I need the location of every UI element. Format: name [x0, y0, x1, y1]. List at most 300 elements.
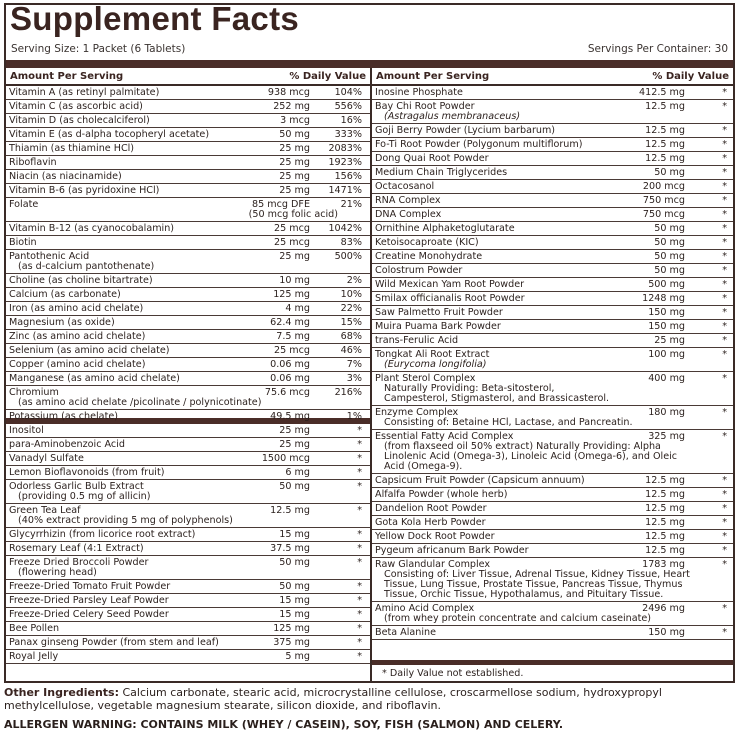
nutrient-row — [6, 156, 370, 170]
nutrient-amount: 50 mg — [279, 481, 310, 492]
nutrient-row — [6, 410, 370, 424]
nutrient-amount: 50 mg — [279, 581, 310, 592]
nutrient-name: Thiamin (as thiamine HCl) — [9, 143, 135, 154]
nutrient-subtext: (Eurycoma longifolia) — [384, 359, 487, 370]
nutrient-daily-value: * — [722, 517, 727, 528]
nutrient-daily-value: * — [722, 349, 727, 360]
nutrient-amount: 50 mg — [654, 251, 685, 262]
nutrient-row — [372, 626, 733, 640]
nutrient-row — [6, 128, 370, 142]
nutrient-name: Vitamin E (as d-alpha tocopheryl acetate) — [9, 129, 210, 140]
nutrient-name: Wild Mexican Yam Root Powder — [375, 279, 525, 290]
nutrient-daily-value: 15% — [340, 317, 362, 328]
nutrient-subtext: (flowering head) — [18, 567, 97, 578]
nutrient-amount: 938 mcg — [267, 87, 310, 98]
nutrient-name: Enzyme Complex — [375, 407, 459, 418]
nutrient-row — [372, 558, 733, 602]
nutrient-daily-value: * — [357, 595, 362, 606]
nutrient-name: Vitamin D (as cholecalciferol) — [9, 115, 150, 126]
nutrient-name: Panax ginseng Powder (from stem and leaf) — [9, 637, 219, 648]
nutrient-daily-value: 83% — [340, 237, 362, 248]
nutrient-row — [372, 430, 733, 474]
nutrient-subtext: (as amino acid chelate /picolinate / polynicotinate) — [18, 397, 262, 408]
nutrient-amount: 325 mg — [648, 431, 685, 442]
nutrient-name: Pantothenic Acid — [9, 251, 90, 262]
other-ingredients-label: Other Ingredients: — [4, 686, 119, 699]
nutrient-daily-value: 1042% — [328, 223, 362, 234]
nutrient-daily-value: * — [357, 505, 362, 516]
nutrient-row — [6, 650, 370, 664]
nutrient-row — [6, 316, 370, 330]
nutrient-daily-value: * — [357, 439, 362, 450]
nutrient-name: Gota Kola Herb Powder — [375, 517, 486, 528]
nutrient-row — [372, 208, 733, 222]
nutrient-amount: 25 mg — [279, 425, 310, 436]
other-ingredients — [4, 686, 736, 712]
nutrient-name: para-Aminobenzoic Acid — [9, 439, 125, 450]
nutrient-row — [372, 544, 733, 558]
nutrient-amount: 150 mg — [648, 627, 685, 638]
nutrient-daily-value: * — [722, 293, 727, 304]
nutrient-name: Freeze Dried Broccoli Powder — [9, 557, 149, 568]
nutrient-name: Fo-Ti Root Powder (Polygonum multiflorum) — [375, 139, 583, 150]
nutrient-amount: 50 mg — [279, 129, 310, 140]
nutrient-name: Vitamin A (as retinyl palmitate) — [9, 87, 160, 98]
nutrient-daily-value: 10% — [340, 289, 362, 300]
amount-per-serving-heading: Amount Per Serving — [10, 71, 124, 82]
nutrient-row — [6, 170, 370, 184]
nutrient-name: Capsicum Fruit Powder (Capsicum annuum) — [375, 475, 585, 486]
nutrient-amount: 2496 mg — [642, 603, 685, 614]
daily-value-heading: % Daily Value — [652, 71, 729, 82]
nutrient-name: Rosemary Leaf (4:1 Extract) — [9, 543, 144, 554]
nutrient-daily-value: * — [722, 167, 727, 178]
nutrient-subtext: Consisting of: Betaine HCl, Lactase, and Pancreatin. — [384, 417, 633, 428]
nutrient-name: Royal Jelly — [9, 651, 59, 662]
allergen-warning: ALLERGEN WARNING: CONTAINS MILK (WHEY / CASEIN), SOY, FISH (SALMON) AND CELERY. — [4, 718, 564, 731]
nutrient-row — [6, 504, 370, 528]
nutrient-name: Plant Sterol Complex — [375, 373, 476, 384]
nutrient-row — [372, 138, 733, 152]
nutrient-amount: 50 mg — [654, 167, 685, 178]
nutrient-amount: 75.6 mcg — [264, 387, 310, 398]
nutrient-amount: 25 mg — [279, 439, 310, 450]
nutrient-amount: 4 mg — [285, 303, 310, 314]
nutrient-daily-value: * — [722, 545, 727, 556]
nutrient-amount: 6 mg — [285, 467, 310, 478]
nutrient-name: Dandelion Root Powder — [375, 503, 487, 514]
nutrient-daily-value: * — [722, 139, 727, 150]
nutrient-daily-value: 16% — [340, 115, 362, 126]
nutrient-name: Octacosanol — [375, 181, 435, 192]
nutrient-amount: 252 mg — [273, 101, 310, 112]
nutrient-amount: 7.5 mg — [276, 331, 310, 342]
nutrient-daily-value: 2% — [346, 275, 362, 286]
nutrient-daily-value: * — [722, 209, 727, 220]
nutrient-daily-value: 46% — [340, 345, 362, 356]
nutrient-amount: 25 mg — [279, 185, 310, 196]
daily-value-heading: % Daily Value — [289, 71, 366, 82]
nutrient-amount: 500 mg — [648, 279, 685, 290]
nutrient-row — [6, 608, 370, 622]
nutrient-daily-value: 333% — [334, 129, 362, 140]
nutrient-name: Niacin (as niacinamide) — [9, 171, 122, 182]
nutrient-subtext: Consisting of: Liver Tissue, Adrenal Tissue, Kidney Tissue, Heart — [384, 569, 690, 580]
nutrient-row — [6, 302, 370, 316]
nutrient-row — [372, 334, 733, 348]
nutrient-amount: 200 mcg — [642, 181, 685, 192]
nutrient-row — [372, 502, 733, 516]
nutrient-amount: 50 mg — [654, 237, 685, 248]
nutrient-row — [6, 142, 370, 156]
nutrient-row — [372, 372, 733, 406]
nutrient-amount: 15 mg — [279, 529, 310, 540]
nutrient-row — [372, 152, 733, 166]
nutrient-daily-value: * — [722, 431, 727, 442]
nutrient-amount: 37.5 mg — [270, 543, 310, 554]
nutrient-daily-value: * — [722, 125, 727, 136]
nutrient-name: Odorless Garlic Bulb Extract — [9, 481, 144, 492]
nutrient-row — [6, 222, 370, 236]
nutrient-amount: 125 mg — [273, 289, 310, 300]
footnote-divider-bar — [372, 660, 733, 665]
nutrient-amount: 62.4 mg — [270, 317, 310, 328]
nutrient-daily-value: * — [722, 407, 727, 418]
nutrient-amount: 85 mcg DFE — [252, 199, 310, 210]
nutrient-amount: 25 mg — [279, 157, 310, 168]
nutrient-subtext: (50 mcg folic acid) — [248, 209, 338, 220]
nutrient-name: Lemon Bioflavonoids (from fruit) — [9, 467, 165, 478]
nutrient-row — [6, 580, 370, 594]
nutrient-row — [372, 264, 733, 278]
nutrient-name: Colostrum Powder — [375, 265, 463, 276]
nutrient-name: Biotin — [9, 237, 37, 248]
nutrient-row — [6, 184, 370, 198]
nutrient-amount: 412.5 mg — [639, 87, 685, 98]
nutrient-name: Zinc (as amino acid chelate) — [9, 331, 146, 342]
nutrient-subtext: Campesterol, Stigmasterol, and Brassicasterol. — [384, 393, 610, 404]
nutrient-row — [6, 358, 370, 372]
nutrient-amount: 25 mcg — [274, 237, 310, 248]
nutrient-daily-value: * — [722, 503, 727, 514]
nutrient-name: Potassium (as chelate) — [9, 411, 118, 422]
nutrient-amount: 12.5 mg — [645, 139, 685, 150]
nutrient-daily-value: * — [357, 557, 362, 568]
nutrient-amount: 5 mg — [285, 651, 310, 662]
nutrient-name: Magnesium (as oxide) — [9, 317, 115, 328]
nutrient-name: Bee Pollen — [9, 623, 60, 634]
nutrient-amount: 1500 mcg — [261, 453, 310, 464]
nutrient-daily-value: * — [357, 481, 362, 492]
nutrient-row — [372, 488, 733, 502]
nutrient-row — [372, 166, 733, 180]
nutrient-row — [6, 344, 370, 358]
nutrient-amount: 180 mg — [648, 407, 685, 418]
nutrient-subtext: (providing 0.5 mg of allicin) — [18, 491, 151, 502]
nutrient-amount: 12.5 mg — [645, 489, 685, 500]
nutrient-subtext: Acid (Omega-9). — [384, 461, 463, 472]
nutrient-daily-value: * — [722, 153, 727, 164]
nutrient-daily-value: * — [357, 623, 362, 634]
right-column-header — [372, 68, 733, 86]
nutrient-daily-value: 1% — [346, 411, 362, 422]
nutrient-name: Freeze-Dried Parsley Leaf Powder — [9, 595, 169, 606]
nutrient-amount: 25 mg — [654, 335, 685, 346]
nutrient-row — [372, 306, 733, 320]
nutrient-daily-value: 216% — [334, 387, 362, 398]
nutrient-daily-value: 1471% — [328, 185, 362, 196]
nutrient-row — [6, 594, 370, 608]
nutrient-daily-value: * — [357, 467, 362, 478]
nutrient-name: trans-Ferulic Acid — [375, 335, 459, 346]
nutrient-daily-value: 556% — [334, 101, 362, 112]
nutrient-row — [6, 452, 370, 466]
nutrient-row — [372, 474, 733, 488]
nutrient-amount: 12.5 mg — [645, 531, 685, 542]
nutrient-row — [6, 424, 370, 438]
nutrient-name: Folate — [9, 199, 39, 210]
nutrient-name: Copper (amino acid chelate) — [9, 359, 146, 370]
right-column — [372, 68, 733, 679]
nutrient-daily-value: * — [722, 475, 727, 486]
nutrient-daily-value: * — [357, 425, 362, 436]
nutrient-name: Chromium — [9, 387, 59, 398]
nutrient-amount: 25 mcg — [274, 223, 310, 234]
nutrient-name: Alfalfa Powder (whole herb) — [375, 489, 508, 500]
nutrient-name: Medium Chain Triglycerides — [375, 167, 508, 178]
nutrient-name: Beta Alanine — [375, 627, 437, 638]
nutrient-daily-value: * — [722, 265, 727, 276]
nutrient-row — [6, 330, 370, 344]
nutrient-name: Choline (as choline bitartrate) — [9, 275, 153, 286]
nutrient-amount: 12.5 mg — [645, 101, 685, 112]
nutrient-amount: 25 mg — [279, 251, 310, 262]
nutrient-name: Vitamin B-6 (as pyridoxine HCl) — [9, 185, 160, 196]
nutrient-amount: 12.5 mg — [645, 517, 685, 528]
nutrient-amount: 50 mg — [279, 557, 310, 568]
nutrient-name: Pygeum africanum Bark Powder — [375, 545, 529, 556]
nutrient-row — [6, 250, 370, 274]
nutrient-name: Manganese (as amino acid chelate) — [9, 373, 180, 384]
nutrient-name: Saw Palmetto Fruit Powder — [375, 307, 503, 318]
nutrient-name: Calcium (as carbonate) — [9, 289, 121, 300]
nutrient-amount: 400 mg — [648, 373, 685, 384]
nutrient-amount: 100 mg — [648, 349, 685, 360]
nutrient-name: Tongkat Ali Root Extract — [375, 349, 490, 360]
nutrient-row — [6, 372, 370, 386]
nutrient-name: Muira Puama Bark Powder — [375, 321, 501, 332]
nutrient-subtext: Tissue, Lung Tissue, Prostate Tissue, Pancreas Tissue, Thymus — [384, 579, 683, 590]
nutrient-daily-value: 7% — [346, 359, 362, 370]
serving-size: Serving Size: 1 Packet (6 Tablets) — [11, 43, 186, 55]
nutrient-amount: 1248 mg — [642, 293, 685, 304]
nutrient-name: Freeze-Dried Celery Seed Powder — [9, 609, 169, 620]
nutrient-row — [372, 100, 733, 124]
nutrient-amount: 50 mg — [654, 223, 685, 234]
nutrient-subtext: (40% extract providing 5 mg of polyphenols) — [18, 515, 233, 526]
nutrient-row — [6, 114, 370, 128]
nutrient-name: Selenium (as amino acid chelate) — [9, 345, 170, 356]
nutrient-row — [6, 466, 370, 480]
nutrient-name: Vanadyl Sulfate — [9, 453, 84, 464]
nutrient-daily-value: * — [722, 307, 727, 318]
nutrient-daily-value: 104% — [334, 87, 362, 98]
nutrient-row — [372, 278, 733, 292]
nutrient-row — [372, 516, 733, 530]
nutrient-amount: 10 mg — [279, 275, 310, 286]
nutrient-row — [6, 438, 370, 452]
left-column — [6, 68, 372, 681]
nutrient-row — [372, 292, 733, 306]
nutrient-row — [6, 86, 370, 100]
nutrient-name: Essential Fatty Acid Complex — [375, 431, 514, 442]
nutrient-row — [6, 274, 370, 288]
nutrient-name: Inosine Phosphate — [375, 87, 463, 98]
nutrient-name: RNA Complex — [375, 195, 441, 206]
nutrient-name: Raw Glandular Complex — [375, 559, 491, 570]
nutrient-amount: 25 mg — [279, 143, 310, 154]
nutrient-name: Ornithine Alphaketoglutarate — [375, 223, 515, 234]
nutrient-daily-value: 1923% — [328, 157, 362, 168]
nutrient-name: Dong Quai Root Powder — [375, 153, 489, 164]
nutrient-row — [372, 250, 733, 264]
nutrient-name: Glycyrrhizin (from licorice root extract) — [9, 529, 196, 540]
nutrient-amount: 375 mg — [273, 637, 310, 648]
nutrient-row — [6, 198, 370, 222]
nutrient-daily-value: 156% — [334, 171, 362, 182]
nutrient-daily-value: * — [357, 543, 362, 554]
nutrient-row — [372, 602, 733, 626]
nutrient-amount: 15 mg — [279, 595, 310, 606]
nutrient-row — [6, 480, 370, 504]
nutrient-row — [6, 622, 370, 636]
nutrient-row — [6, 528, 370, 542]
nutrient-amount: 12.5 mg — [270, 505, 310, 516]
nutrient-subtext: (from flaxseed oil 50% extract) Naturally Providing: Alpha — [384, 441, 661, 452]
right-rows — [372, 86, 733, 640]
nutrient-amount: 0.06 mg — [270, 359, 310, 370]
nutrient-daily-value: 2083% — [328, 143, 362, 154]
nutrient-daily-value: 500% — [334, 251, 362, 262]
panel-title: Supplement Facts — [10, 0, 300, 37]
nutrient-name: Freeze-Dried Tomato Fruit Powder — [9, 581, 171, 592]
nutrient-name: Amino Acid Complex — [375, 603, 475, 614]
nutrient-row — [372, 320, 733, 334]
nutrient-daily-value: 22% — [340, 303, 362, 314]
nutrient-row — [372, 180, 733, 194]
amount-per-serving-heading: Amount Per Serving — [376, 71, 490, 82]
nutrient-name: Smilax officianalis Root Powder — [375, 293, 525, 304]
nutrient-amount: 12.5 mg — [645, 475, 685, 486]
nutrient-name: Inositol — [9, 425, 44, 436]
nutrient-name: Green Tea Leaf — [9, 505, 81, 516]
nutrient-amount: 49.5 mg — [270, 411, 310, 422]
nutrient-amount: 12.5 mg — [645, 125, 685, 136]
nutrient-row — [6, 636, 370, 650]
nutrient-daily-value: * — [722, 101, 727, 112]
nutrient-daily-value: * — [357, 609, 362, 620]
nutrient-subtext: (Astragalus membranaceus) — [384, 111, 521, 122]
nutrient-subtext: Tissue, Orchic Tissue, Hypothalamus, and Pituitary Tissue. — [384, 589, 664, 600]
nutrient-daily-value: * — [357, 581, 362, 592]
supplement-facts-panel — [4, 0, 735, 683]
nutrient-amount: 12.5 mg — [645, 503, 685, 514]
nutrient-row — [6, 556, 370, 580]
nutrient-daily-value: * — [722, 195, 727, 206]
footnote: * Daily Value not established. — [382, 668, 524, 679]
nutrient-name: Bay Chi Root Powder — [375, 101, 475, 112]
nutrient-daily-value: * — [722, 237, 727, 248]
nutrient-row — [372, 406, 733, 430]
nutrient-daily-value: * — [722, 603, 727, 614]
nutrient-name: Vitamin B-12 (as cyanocobalamin) — [9, 223, 175, 234]
nutrient-subtext: (from whey protein concentrate and calcium caseinate) — [384, 613, 652, 624]
nutrient-amount: 750 mcg — [642, 209, 685, 220]
nutrient-daily-value: * — [722, 181, 727, 192]
header-divider-bar — [6, 60, 733, 68]
nutrient-daily-value: * — [357, 651, 362, 662]
nutrient-name: Riboflavin — [9, 157, 57, 168]
nutrient-row — [6, 542, 370, 556]
nutrient-amount: 50 mg — [654, 265, 685, 276]
other-ingredients-text: Calcium carbonate, stearic acid, microcrystalline cellulose, croscarmellose sodium, hydroxypropyl methylcellulose, vegetable magnesium stearate, silicon dioxide, and riboflavin. — [4, 686, 662, 712]
nutrient-amount: 15 mg — [279, 609, 310, 620]
nutrient-daily-value: * — [722, 251, 727, 262]
nutrient-row — [6, 100, 370, 114]
nutrient-amount: 1783 mg — [642, 559, 685, 570]
nutrient-amount: 25 mg — [279, 171, 310, 182]
nutrient-row — [6, 386, 370, 410]
nutrient-row — [372, 236, 733, 250]
left-column-header — [6, 68, 370, 86]
nutrient-daily-value: * — [357, 637, 362, 648]
nutrient-row — [6, 236, 370, 250]
nutrient-amount: 150 mg — [648, 321, 685, 332]
nutrient-name: Goji Berry Powder (Lycium barbarum) — [375, 125, 556, 136]
nutrient-row — [372, 348, 733, 372]
left-rows — [6, 86, 370, 664]
nutrient-amount: 0.06 mg — [270, 373, 310, 384]
nutrient-row — [372, 86, 733, 100]
nutrient-name: Vitamin C (as ascorbic acid) — [9, 101, 143, 112]
nutrient-row — [372, 124, 733, 138]
nutrient-daily-value: 21% — [340, 199, 362, 210]
nutrient-row — [372, 222, 733, 236]
nutrient-row — [372, 530, 733, 544]
nutrient-name: Ketoisocaproate (KIC) — [375, 237, 479, 248]
nutrient-subtext: Linolenic Acid (Omega-3), Linoleic Acid (Omega-6), and Oleic — [384, 451, 678, 462]
nutrient-amount: 750 mcg — [642, 195, 685, 206]
nutrient-daily-value: * — [722, 531, 727, 542]
nutrient-name: Iron (as amino acid chelate) — [9, 303, 144, 314]
nutrient-name: Yellow Dock Root Powder — [375, 531, 495, 542]
nutrient-daily-value: * — [722, 223, 727, 234]
nutrient-amount: 150 mg — [648, 307, 685, 318]
nutrient-amount: 12.5 mg — [645, 153, 685, 164]
nutrient-subtext: (as d-calcium pantothenate) — [18, 261, 155, 272]
nutrient-amount: 125 mg — [273, 623, 310, 634]
nutrient-daily-value: * — [722, 321, 727, 332]
nutrient-row — [372, 194, 733, 208]
nutrient-name: Creatine Monohydrate — [375, 251, 483, 262]
nutrient-daily-value: * — [722, 335, 727, 346]
nutrient-daily-value: * — [722, 627, 727, 638]
nutrient-daily-value: * — [722, 373, 727, 384]
nutrient-daily-value: * — [722, 279, 727, 290]
nutrient-subtext: Naturally Providing: Beta-sitosterol, — [384, 383, 555, 394]
nutrient-daily-value: * — [722, 489, 727, 500]
nutrient-amount: 25 mcg — [274, 345, 310, 356]
